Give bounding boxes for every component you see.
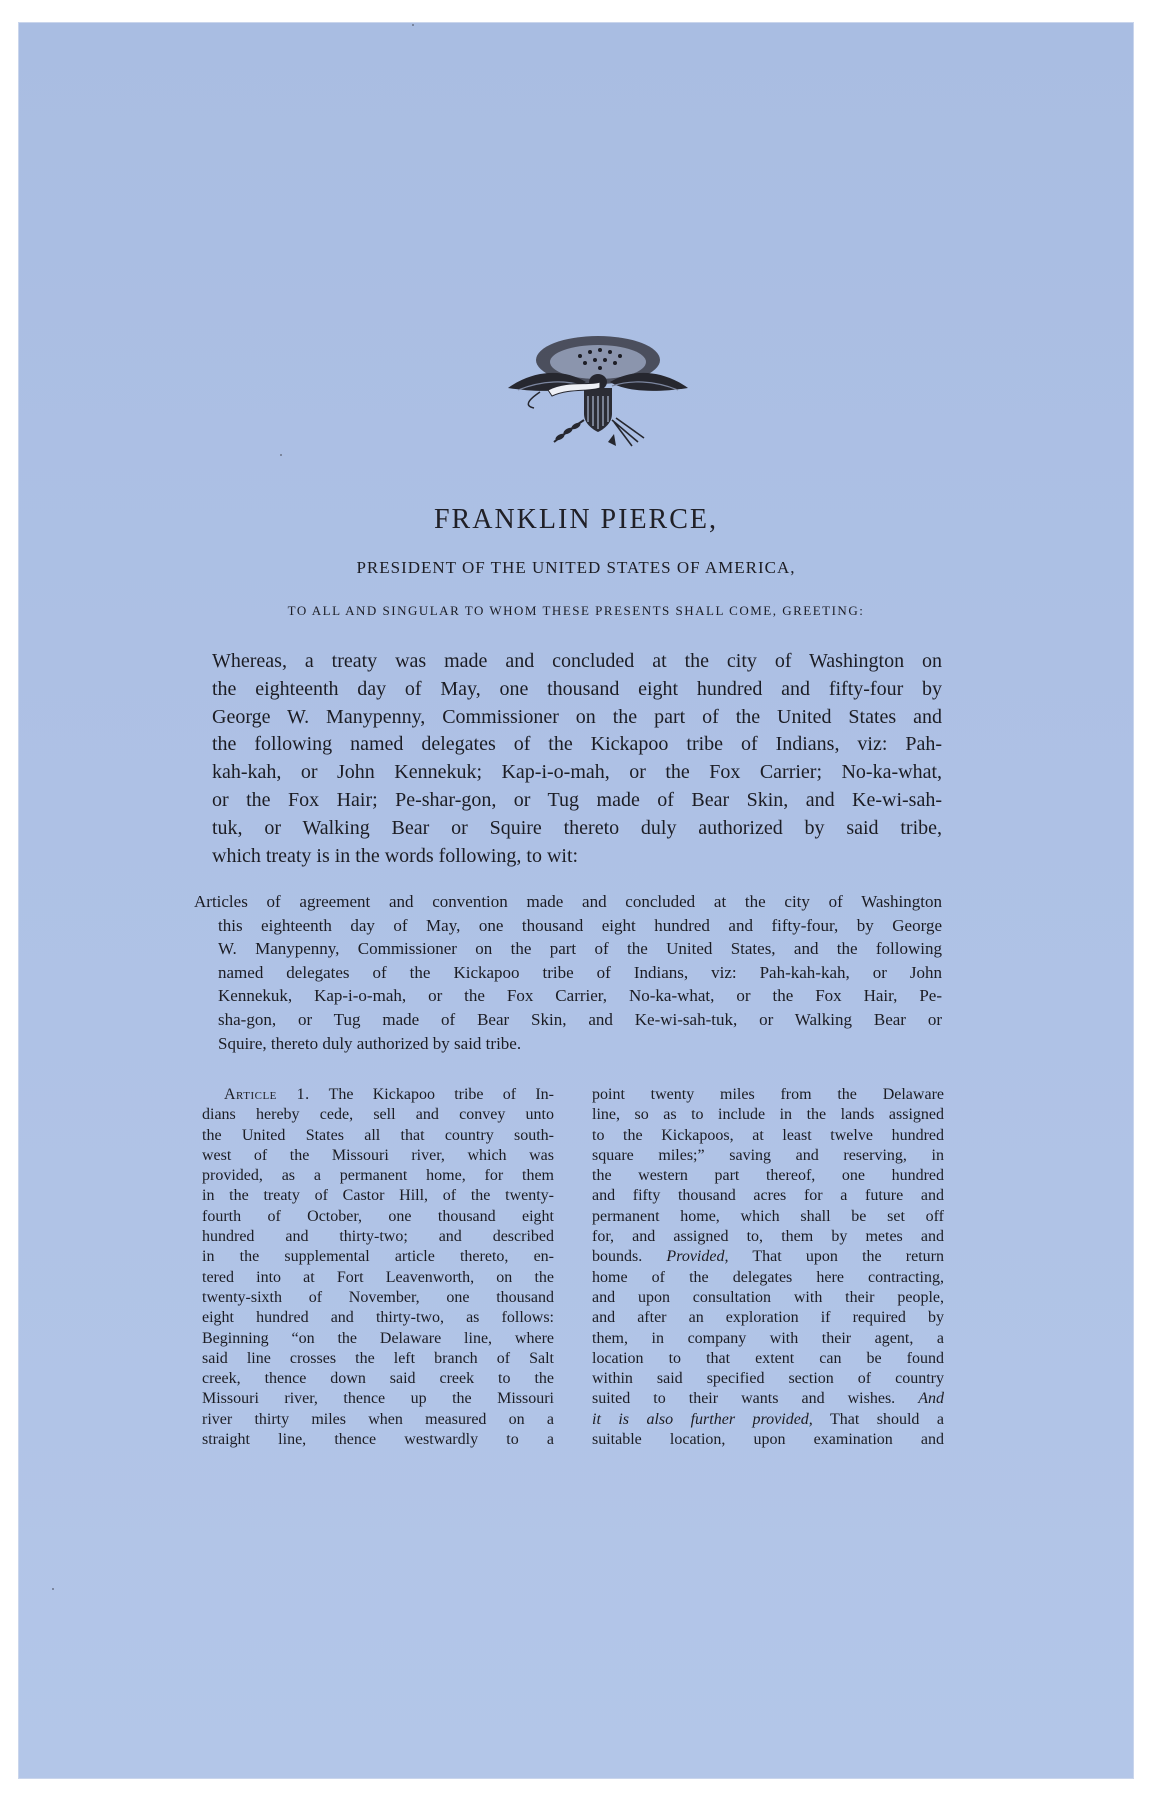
italic-span: it is also further provided,: [592, 1410, 813, 1428]
text-line: and fifty thousand acres for a future and: [592, 1187, 944, 1205]
text-line: for, and assigned to, them by metes and: [592, 1228, 944, 1246]
text-line: home of the delegates here contracting,: [592, 1268, 944, 1286]
also-line: [592, 1410, 944, 1430]
paper-speck: [52, 1588, 54, 1590]
document-title: FRANKLIN PIERCE,: [433, 504, 718, 535]
text-line: and upon consultation with their people,: [592, 1288, 944, 1306]
text-line: W. Manypenny, Commissioner on the part of the United States, and the following: [218, 939, 942, 959]
text-span: bounds.: [592, 1248, 667, 1266]
text-line: suitable location, upon examination and: [592, 1431, 944, 1449]
text-line: in the supplemental article thereto, en-: [202, 1248, 554, 1266]
text-line: the eighteenth day of May, one thousand eight hundred and fifty-four by: [212, 677, 942, 700]
text-line: square miles;” saving and reserving, in: [592, 1146, 944, 1164]
article-1-left-column: [202, 1085, 554, 1450]
text-line: fourth of October, one thousand eight: [202, 1207, 554, 1225]
text-line: sha-gon, or Tug made of Bear Skin, and Ke-wi-sah-tuk, or Walking Bear or: [218, 1009, 942, 1029]
text-line: straight line, thence westwardly to a: [202, 1431, 554, 1449]
text-line: the United States all that country south-: [202, 1126, 554, 1144]
text-line: twenty-sixth of November, one thousand: [202, 1288, 554, 1306]
text-span: That should a: [812, 1410, 944, 1428]
text-line: kah-kah, or John Kennekuk; Kap-i-o-mah, or the Fox Carrier; No-ka-what,: [212, 761, 942, 784]
text-line: Whereas, a treaty was made and concluded at the city of Washington on: [212, 650, 942, 672]
text-line: Squire, thereto duly authorized by said tribe.: [218, 1033, 522, 1053]
text-span: That upon the return: [728, 1248, 945, 1266]
text-line: to the Kickapoos, at least twelve hundred: [592, 1126, 944, 1144]
article-1-first-line: [202, 1085, 554, 1105]
text-line: river thirty miles when measured on a: [202, 1410, 554, 1428]
text-line: tuk, or Walking Bear or Squire thereto duly authorized by said tribe,: [212, 816, 942, 839]
text-line: said line crosses the left branch of Salt: [202, 1349, 554, 1367]
text-line: them, in company with their agent, a: [592, 1329, 944, 1347]
paper-speck: [412, 24, 414, 26]
text-line: in the treaty of Castor Hill, of the twenty-: [202, 1187, 554, 1205]
text-line: provided, as a permanent home, for them: [202, 1167, 554, 1185]
italic-span: Provided,: [666, 1248, 729, 1266]
text-line: the western part thereof, one hundred: [592, 1167, 944, 1185]
italic-span: And: [918, 1390, 944, 1408]
and-line: [592, 1389, 944, 1409]
paper-speck: [280, 454, 282, 456]
text-line: George W. Manypenny, Commissioner on the part of the United States and: [212, 705, 942, 728]
text-line: creek, thence down said creek to the: [202, 1370, 554, 1388]
text-line: named delegates of the Kickapoo tribe of Indians, viz: Pah-kah-kah, or John: [218, 962, 942, 982]
text-line: permanent home, which shall be set off: [592, 1207, 944, 1225]
text-line: line, so as to include in the lands assigned: [592, 1106, 944, 1124]
text-line: eight hundred and thirty-two, as follows:: [202, 1309, 554, 1327]
document-subtitle: PRESIDENT OF THE UNITED STATES OF AMERICA,: [356, 558, 796, 577]
text-line: point twenty miles from the Delaware: [592, 1086, 944, 1103]
text-line: within said specified section of country: [592, 1370, 944, 1388]
text-span: The Kickapoo tribe of In-: [309, 1086, 555, 1103]
greeting-line: TO ALL AND SINGULAR TO WHOM THESE PRESENTS SHALL COME, GREETING:: [287, 603, 865, 618]
text-line: tered into at Fort Leavenworth, on the: [202, 1268, 554, 1286]
text-line: which treaty is in the words following, to wit:: [212, 844, 579, 867]
text-line: Articles of agreement and convention made and concluded at the city of Washington: [194, 892, 942, 911]
article-1-heading: Article 1.: [224, 1086, 310, 1103]
text-line: this eighteenth day of May, one thousand eight hundred and fifty-four, by George: [218, 915, 942, 935]
whereas-paragraph: [212, 648, 942, 870]
text-line: location to that extent can be found: [592, 1349, 944, 1367]
text-line: the following named delegates of the Kickapoo tribe of Indians, viz: Pah-: [212, 733, 942, 756]
eagle-seal-icon: [488, 330, 708, 450]
text-line: Missouri river, thence up the Missouri: [202, 1390, 554, 1408]
article-1-right-column: [592, 1085, 944, 1450]
text-line: or the Fox Hair; Pe-shar-gon, or Tug made of Bear Skin, and Ke-wi-sah-: [212, 788, 942, 811]
text-line: and after an exploration if required by: [592, 1309, 944, 1327]
text-line: Beginning “on the Delaware line, where: [202, 1329, 554, 1347]
text-span: suited to their wants and wishes.: [592, 1390, 919, 1408]
provided-line: [592, 1247, 944, 1267]
document-sheet: [18, 22, 1134, 1779]
text-line: hundred and thirty-two; and described: [202, 1228, 554, 1246]
articles-preamble: [194, 890, 942, 1055]
text-line: west of the Missouri river, which was: [202, 1146, 554, 1164]
text-line: Kennekuk, Kap-i-o-mah, or the Fox Carrier, No-ka-what, or the Fox Hair, Pe-: [218, 986, 942, 1006]
text-line: dians hereby cede, sell and convey unto: [202, 1106, 554, 1124]
